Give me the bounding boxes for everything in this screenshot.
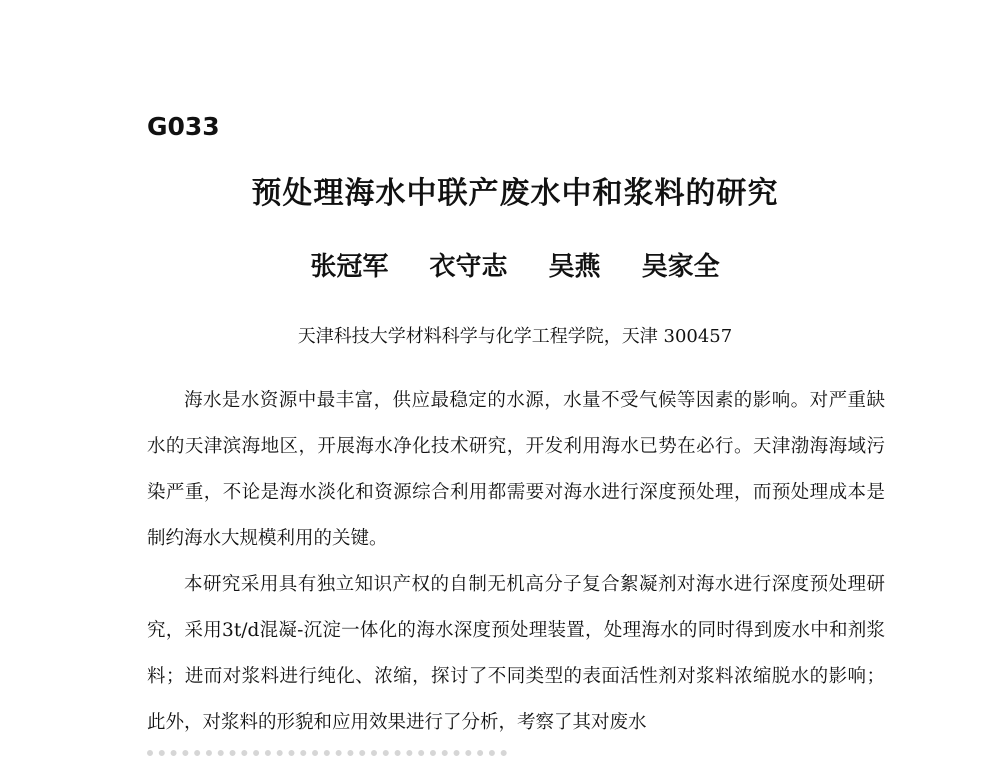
author-name: 吴家全 [641,252,720,282]
cropped-line-remnant [147,750,507,767]
affiliation: 天津科技大学材料科学与化学工程学院，天津 300457 [297,326,733,347]
abstract-body [147,378,885,746]
author-name: 衣守志 [429,252,508,282]
paper-title: 预处理海水中联产废水中和浆料的研究 [251,176,779,211]
paper-code: G033 [147,112,220,141]
author-name: 张冠军 [310,252,389,282]
author-list [0,246,1000,283]
author-name: 吴燕 [548,252,601,282]
paragraph: 海水是水资源中最丰富，供应最稳定的水源，水量不受气候等因素的影响。对严重缺水的天津滨海地区，开展海水净化技术研究，开发利用海水已势在必行。天津渤海海域污染严重，不论是海水淡化和资源综合利用都需要对海水进行深度预处理，而预处理成本是制约海水大规模利用的关键。 [147,390,885,549]
paragraph: 本研究采用具有独立知识产权的自制无机高分子复合絮凝剂对海水进行深度预处理研究，采用3t/d混凝-沉淀一体化的海水深度预处理装置，处理海水的同时得到废水中和剂浆料；进而对浆料进行纯化、浓缩，探讨了不同类型的表面活性剂对浆料浓缩脱水的影响；此外，对浆料的形貌和应用效果进行了分析，考察了其对废水 [147,574,885,733]
